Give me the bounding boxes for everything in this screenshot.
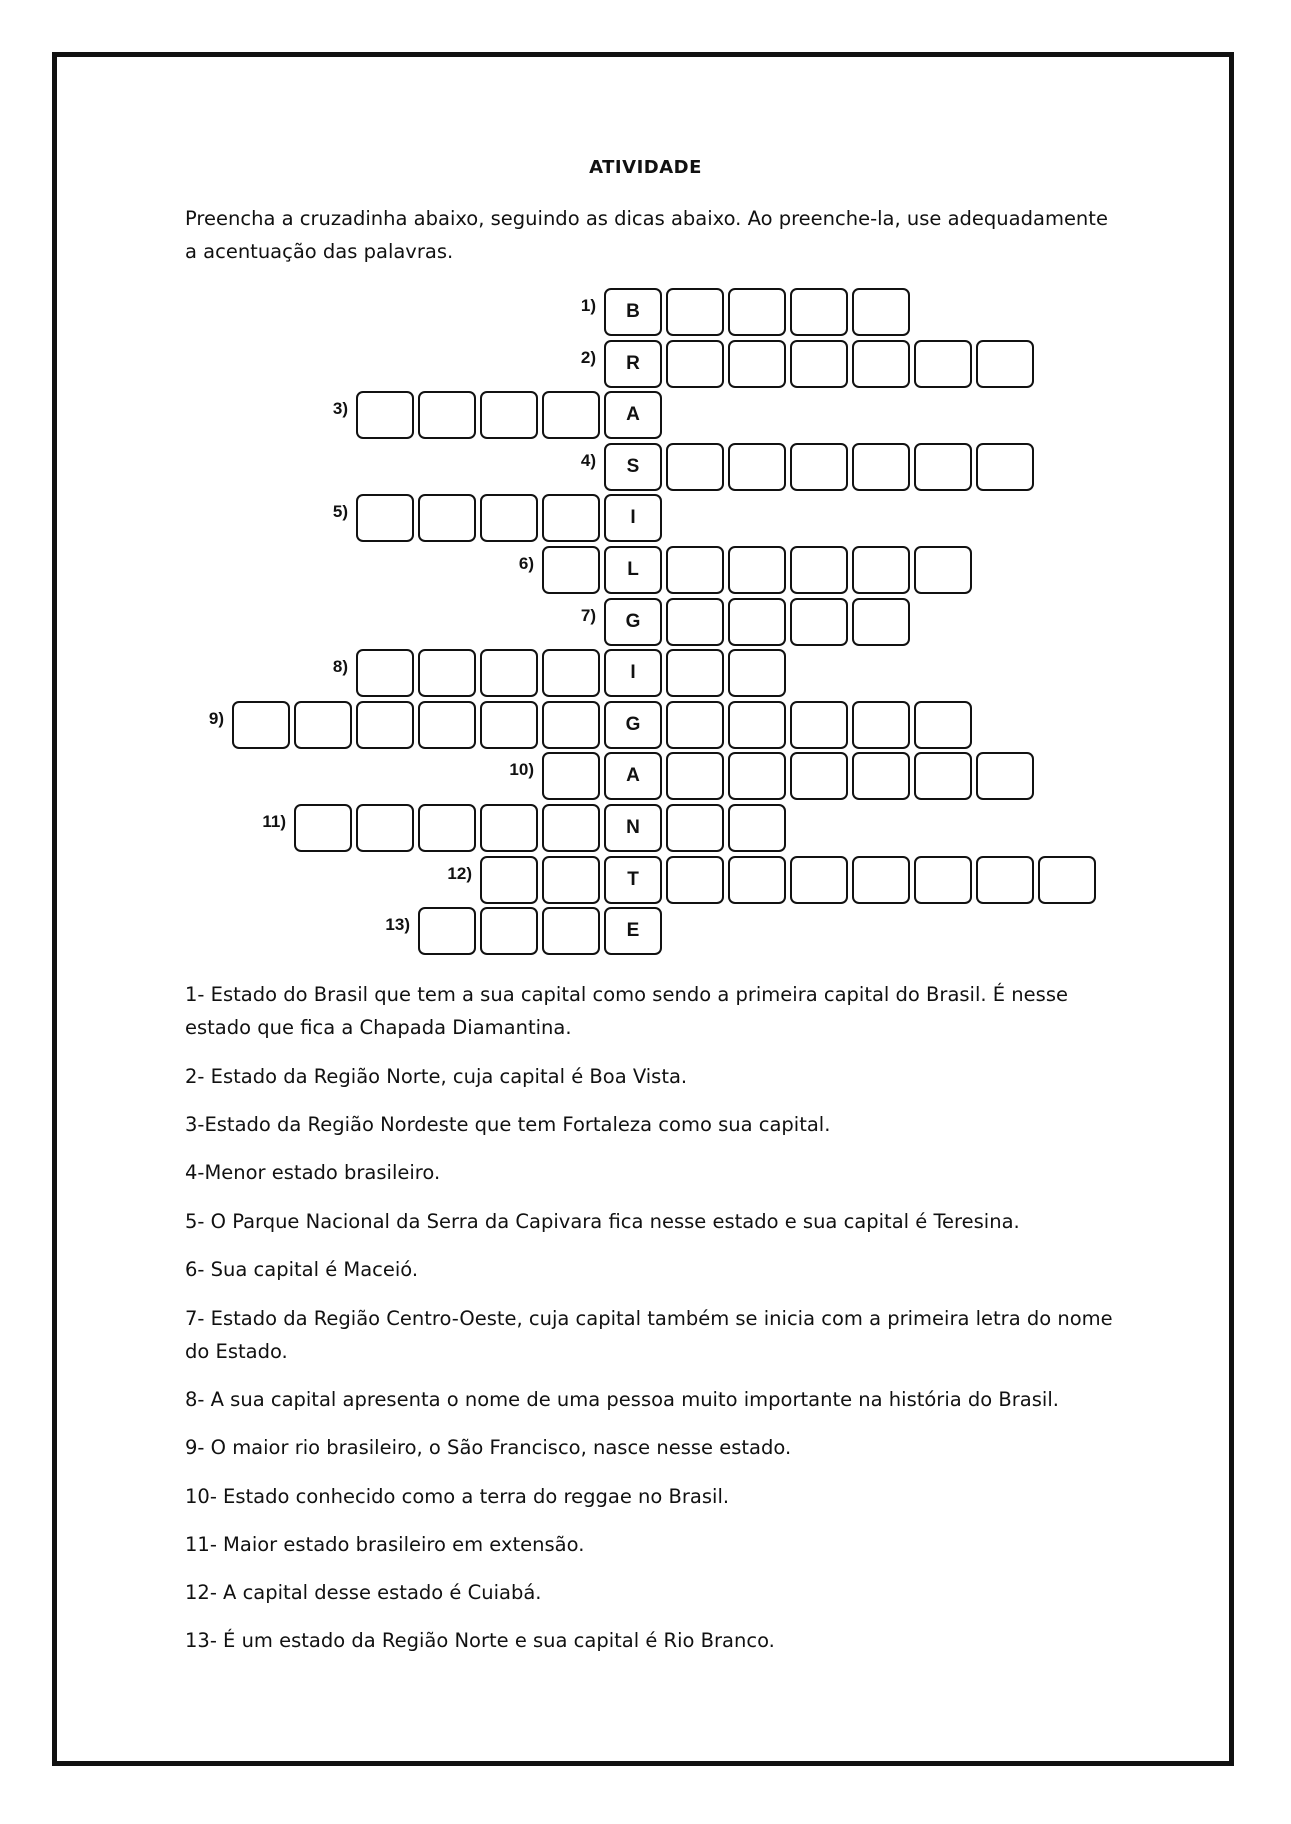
answer-cell[interactable] — [666, 598, 724, 646]
answer-cell[interactable] — [480, 701, 538, 749]
key-letter-cell: N — [604, 804, 662, 852]
clue-number-4: 4) — [580, 451, 596, 470]
key-letter-cell: S — [604, 443, 662, 491]
answer-cell[interactable] — [542, 856, 600, 904]
clue-3: 3-Estado da Região Nordeste que tem Fortaleza como sua capital. — [185, 1113, 831, 1136]
answer-cell[interactable] — [728, 598, 786, 646]
clue-number-7: 7) — [580, 606, 596, 625]
answer-cell[interactable] — [542, 701, 600, 749]
answer-cell[interactable] — [418, 391, 476, 439]
answer-cell[interactable] — [914, 443, 972, 491]
clue-number-13: 13) — [385, 915, 410, 934]
answer-cell[interactable] — [666, 804, 724, 852]
answer-cell[interactable] — [852, 443, 910, 491]
clue-9: 9- O maior rio brasileiro, o São Francisco, nasce nesse estado. — [185, 1436, 792, 1459]
answer-cell[interactable] — [852, 340, 910, 388]
answer-cell[interactable] — [852, 701, 910, 749]
answer-cell[interactable] — [542, 391, 600, 439]
answer-cell[interactable] — [790, 443, 848, 491]
answer-cell[interactable] — [666, 752, 724, 800]
answer-cell[interactable] — [914, 340, 972, 388]
answer-cell[interactable] — [852, 288, 910, 336]
answer-cell[interactable] — [852, 856, 910, 904]
clue-4: 4-Menor estado brasileiro. — [185, 1161, 441, 1184]
answer-cell[interactable] — [790, 856, 848, 904]
answer-cell[interactable] — [666, 546, 724, 594]
answer-cell[interactable] — [1038, 856, 1096, 904]
clue-12: 12- A capital desse estado é Cuiabá. — [185, 1581, 542, 1604]
answer-cell[interactable] — [542, 494, 600, 542]
answer-cell[interactable] — [790, 546, 848, 594]
key-letter-cell: B — [604, 288, 662, 336]
clue-1: 1- Estado do Brasil que tem a sua capital como sendo a primeira capital do Brasil. É nesse estado que fica a Chapada Diamantina. — [185, 983, 1068, 1039]
answer-cell[interactable] — [728, 649, 786, 697]
page-title: ATIVIDADE — [589, 157, 702, 178]
answer-cell[interactable] — [480, 856, 538, 904]
key-letter-cell: T — [604, 856, 662, 904]
clue-8: 8- A sua capital apresenta o nome de uma pessoa muito importante na história do Brasil. — [185, 1388, 1059, 1411]
answer-cell[interactable] — [976, 856, 1034, 904]
answer-cell[interactable] — [418, 494, 476, 542]
answer-cell[interactable] — [480, 907, 538, 955]
answer-cell[interactable] — [976, 752, 1034, 800]
key-letter-cell: G — [604, 701, 662, 749]
clue-11: 11- Maior estado brasileiro em extensão. — [185, 1533, 585, 1556]
answer-cell[interactable] — [728, 701, 786, 749]
answer-cell[interactable] — [976, 443, 1034, 491]
clue-number-10: 10) — [509, 760, 534, 779]
key-letter-cell: R — [604, 340, 662, 388]
answer-cell[interactable] — [728, 288, 786, 336]
answer-cell[interactable] — [790, 752, 848, 800]
answer-cell[interactable] — [914, 701, 972, 749]
answer-cell[interactable] — [232, 701, 290, 749]
answer-cell[interactable] — [852, 752, 910, 800]
answer-cell[interactable] — [790, 598, 848, 646]
clue-6: 6- Sua capital é Maceió. — [185, 1258, 419, 1281]
clue-number-5: 5) — [332, 502, 348, 521]
answer-cell[interactable] — [480, 649, 538, 697]
answer-cell[interactable] — [480, 494, 538, 542]
answer-cell[interactable] — [914, 546, 972, 594]
answer-cell[interactable] — [294, 804, 352, 852]
answer-cell[interactable] — [542, 804, 600, 852]
answer-cell[interactable] — [666, 340, 724, 388]
answer-cell[interactable] — [418, 649, 476, 697]
answer-cell[interactable] — [418, 701, 476, 749]
answer-cell[interactable] — [542, 546, 600, 594]
answer-cell[interactable] — [418, 907, 476, 955]
key-letter-cell: A — [604, 391, 662, 439]
clue-5: 5- O Parque Nacional da Serra da Capivara fica nesse estado e sua capital é Teresina. — [185, 1210, 1020, 1233]
answer-cell[interactable] — [356, 701, 414, 749]
key-letter-cell: I — [604, 649, 662, 697]
clue-number-1: 1) — [580, 296, 596, 315]
clue-2: 2- Estado da Região Norte, cuja capital é Boa Vista. — [185, 1065, 688, 1088]
answer-cell[interactable] — [790, 701, 848, 749]
answer-cell[interactable] — [542, 649, 600, 697]
clue-number-6: 6) — [518, 554, 534, 573]
clue-10: 10- Estado conhecido como a terra do reggae no Brasil. — [185, 1485, 730, 1508]
answer-cell[interactable] — [728, 443, 786, 491]
answer-cell[interactable] — [728, 752, 786, 800]
answer-cell[interactable] — [356, 494, 414, 542]
answer-cell[interactable] — [666, 288, 724, 336]
key-letter-cell: G — [604, 598, 662, 646]
answer-cell[interactable] — [976, 340, 1034, 388]
clue-number-2: 2) — [580, 348, 596, 367]
answer-cell[interactable] — [294, 701, 352, 749]
answer-cell[interactable] — [542, 752, 600, 800]
answer-cell[interactable] — [356, 391, 414, 439]
answer-cell[interactable] — [666, 443, 724, 491]
answer-cell[interactable] — [852, 546, 910, 594]
answer-cell[interactable] — [914, 856, 972, 904]
answer-cell[interactable] — [790, 340, 848, 388]
answer-cell[interactable] — [480, 804, 538, 852]
answer-cell[interactable] — [356, 804, 414, 852]
answer-cell[interactable] — [728, 804, 786, 852]
key-letter-cell: L — [604, 546, 662, 594]
answer-cell[interactable] — [418, 804, 476, 852]
answer-cell[interactable] — [542, 907, 600, 955]
clue-number-8: 8) — [332, 657, 348, 676]
clue-number-11: 11) — [262, 812, 286, 831]
answer-cell[interactable] — [790, 288, 848, 336]
key-letter-cell: E — [604, 907, 662, 955]
answer-cell[interactable] — [666, 856, 724, 904]
answer-cell[interactable] — [914, 752, 972, 800]
answer-cell[interactable] — [666, 701, 724, 749]
clue-number-9: 9) — [208, 709, 224, 728]
answer-cell[interactable] — [728, 546, 786, 594]
answer-cell[interactable] — [666, 649, 724, 697]
clue-number-12: 12) — [447, 864, 472, 883]
answer-cell[interactable] — [356, 649, 414, 697]
instructions: Preencha a cruzadinha abaixo, seguindo as dicas abaixo. Ao preenche-la, use adequadamente a acentuação das palavras. — [185, 207, 1108, 263]
clue-7: 7- Estado da Região Centro-Oeste, cuja capital também se inicia com a primeira letra do nome do Estado. — [185, 1307, 1113, 1363]
clue-number-3: 3) — [332, 399, 348, 418]
key-letter-cell: A — [604, 752, 662, 800]
answer-cell[interactable] — [728, 340, 786, 388]
answer-cell[interactable] — [480, 391, 538, 439]
answer-cell[interactable] — [852, 598, 910, 646]
key-letter-cell: I — [604, 494, 662, 542]
clue-13: 13- É um estado da Região Norte e sua capital é Rio Branco. — [185, 1629, 775, 1652]
answer-cell[interactable] — [728, 856, 786, 904]
